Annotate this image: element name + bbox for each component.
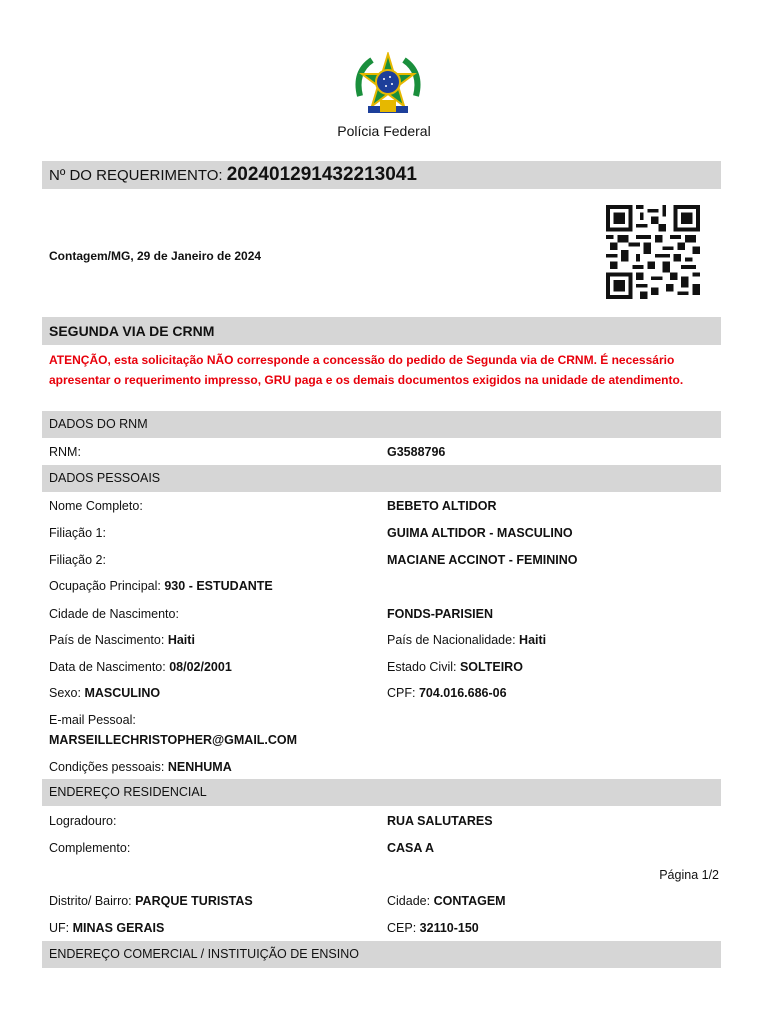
occupation-field	[49, 579, 273, 593]
civil-status-label: Estado Civil:	[387, 660, 457, 674]
qr-code	[603, 205, 703, 299]
nationality-label: País de Nacionalidade:	[387, 633, 516, 647]
occupation-value: 930 - ESTUDANTE	[164, 579, 273, 593]
district-label: Distrito/ Bairro:	[49, 894, 132, 908]
cep-label: CEP:	[387, 921, 417, 935]
district-field	[49, 894, 253, 908]
state-label: UF:	[49, 921, 70, 935]
occupation-label: Ocupação Principal:	[49, 579, 161, 593]
birth-country-label: País de Nascimento:	[49, 633, 165, 647]
birth-country-value: Haiti	[167, 633, 195, 647]
email-value: MARSEILLECHRISTOPHER@GMAIL.COM	[49, 733, 298, 747]
parent2-value: MACIANE ACCINOT - FEMININO	[387, 553, 578, 567]
sex-field	[49, 686, 160, 700]
warning-notice: ATENÇÃO, esta solicitação NÃO corresponde a concessão do pedido de Segunda via de CRNM. É necessário apresentar o requerimento impresso, GRU paga e os demais documentos exigidos na unidade de atendimento.	[49, 353, 684, 387]
city-label: Cidade:	[387, 894, 431, 908]
section-address-heading: ENDEREÇO RESIDENCIAL	[42, 779, 721, 806]
conditions-field	[49, 760, 232, 774]
district-value: PARQUE TURISTAS	[135, 894, 253, 908]
name-label: Nome Completo:	[49, 499, 143, 513]
birth-date-label: Data de Nascimento:	[49, 660, 166, 674]
request-number-bar	[42, 161, 721, 189]
complement-value: CASA A	[387, 841, 434, 855]
parent2-label: Filiação 2:	[49, 553, 106, 567]
rnm-label: RNM:	[49, 445, 81, 459]
nationality-field	[387, 633, 546, 647]
cpf-field	[387, 686, 507, 700]
cep-field	[387, 921, 479, 935]
sex-label: Sexo:	[49, 686, 81, 700]
section-personal-heading: DADOS PESSOAIS	[42, 465, 721, 492]
place-date: Contagem/MG, 29 de Janeiro de 2024	[49, 249, 262, 263]
street-value: RUA SALUTARES	[387, 814, 493, 828]
brazil-coat-of-arms-emblem	[350, 52, 426, 118]
birth-country-field	[49, 633, 195, 647]
birth-city-label: Cidade de Nascimento:	[49, 607, 179, 621]
cep-value: 32110-150	[419, 921, 479, 935]
email-label: E-mail Pessoal:	[49, 713, 136, 727]
street-label: Logradouro:	[49, 814, 117, 828]
request-number: 202401291432213041	[226, 164, 417, 185]
section-commercial-heading: ENDEREÇO COMERCIAL / INSTITUIÇÃO DE ENSINO	[42, 941, 721, 968]
complement-label: Complemento:	[49, 841, 131, 855]
conditions-value: NENHUMA	[167, 760, 232, 774]
cpf-value: 704.016.686-06	[418, 686, 507, 700]
parent1-value: GUIMA ALTIDOR - MASCULINO	[387, 526, 573, 540]
birth-city-value: FONDS-PARISIEN	[387, 607, 494, 621]
sex-value: MASCULINO	[84, 686, 161, 700]
conditions-label: Condições pessoais:	[49, 760, 165, 774]
cpf-label: CPF:	[387, 686, 416, 700]
organization-name: Polícia Federal	[337, 123, 431, 139]
rnm-value: G3588796	[387, 445, 446, 459]
civil-status-field	[387, 660, 523, 674]
document-title: SEGUNDA VIA DE CRNM	[42, 317, 721, 345]
nationality-value: Haiti	[519, 633, 547, 647]
city-value: CONTAGEM	[433, 894, 506, 908]
section-rnm-heading: DADOS DO RNM	[42, 411, 721, 438]
page-indicator: Página 1/2	[659, 868, 719, 882]
name-value: BEBETO ALTIDOR	[387, 499, 497, 513]
city-field	[387, 894, 506, 908]
birth-date-field	[49, 660, 232, 674]
parent1-label: Filiação 1:	[49, 526, 106, 540]
civil-status-value: SOLTEIRO	[459, 660, 523, 674]
state-field	[49, 921, 164, 935]
birth-date-value: 08/02/2001	[169, 660, 232, 674]
request-label: Nº DO REQUERIMENTO:	[49, 167, 223, 184]
state-value: MINAS GERAIS	[72, 921, 165, 935]
